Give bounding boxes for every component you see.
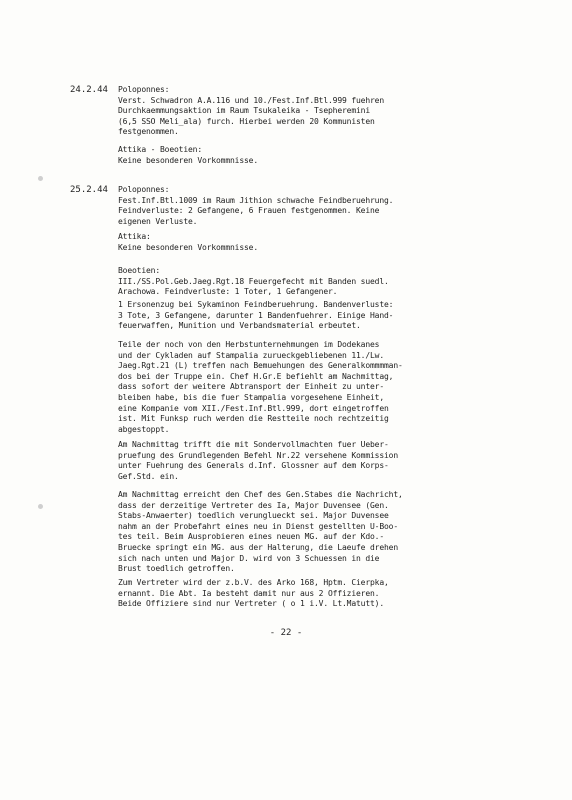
report-block: Attika - Boeotien: Keine besonderen Vorkommnisse. xyxy=(118,145,258,165)
report-block: Am Nachmittag erreicht den Chef des Gen.Stabes die Nachricht, dass der derzeitige Vertreter des Ia, Major Duvensee (Gen. Stabs-Anwaerter) toedlich verunglueckt sei. Major Duvensee nahm an der Probefahrt eines neu in Dienst gestellten U-Boo- tes teil. Beim Ausprobieren eines neuen MG. auf der Kdo.- Bruecke springt ein MG. aus der Halterung, die Laeufe drehen sich nach unten und Major D. wird von 3 Schuessen in die Brust toedlich getroffen. xyxy=(118,490,403,574)
binding-hole-mark xyxy=(38,176,43,181)
report-block: Am Nachmittag trifft die mit Sondervollmachten fuer Ueber- pruefung des Grundlegenden Befehl Nr.22 versehene Kommission unter Fuehrung des Generals d.Inf. Glossner auf dem Korps- Gef.Std. ein. xyxy=(118,440,398,481)
entry-date: 24.2.44 xyxy=(70,85,108,95)
page-number: - 22 - xyxy=(269,628,303,638)
report-block: Boeotien: III./SS.Pol.Geb.Jaeg.Rgt.18 Feuergefecht mit Banden suedl. Arachowa. Feindverluste: 1 Toter, 1 Gefangener. xyxy=(118,266,389,297)
binding-hole-mark xyxy=(38,504,43,509)
entry-date: 25.2.44 xyxy=(70,185,108,195)
report-block: Zum Vertreter wird der z.b.V. des Arko 168, Hptm. Cierpka, ernannt. Die Abt. Ia besteht damit nur aus 2 Offizieren. Beide Offiziere sind nur Vertreter ( o 1 i.V. Lt.Matutt). xyxy=(118,578,389,609)
report-block: Attika: Keine besonderen Vorkommnisse. xyxy=(118,232,258,252)
report-block: Poloponnes: Verst. Schwadron A.A.116 und 10./Fest.Inf.Btl.999 fuehren Durchkaemmungsaktion im Raum Tsukaleika - Tsepheremini (6,5 SSO Meli_ala) furch. Hierbei werden 20 Kommunisten festgenommen. xyxy=(118,85,384,137)
report-block: Poloponnes: Fest.Inf.Btl.1009 im Raum Jithion schwache Feindberuehrung. Feindverluste: 2 Gefangene, 6 Frauen festgenommen. Keine eigenen Verluste. xyxy=(118,185,394,226)
report-block: 1 Ersonenzug bei Sykaminon Feindberuehrung. Bandenverluste: 3 Tote, 3 Gefangene, darunter 1 Bandenfuehrer. Einige Hand- feuerwaffen, Munition und Verbandsmaterial erbeutet. xyxy=(118,300,394,331)
report-block: Teile der noch von den Herbstunternehmungen im Dodekanes und der Cykladen auf Stampalia zurueckgebliebenen 11./Lw. Jaeg.Rgt.21 (L) treffen nach Bemuehungen des Generalkommmman- dos bei der Truppe ein. Chef H.Gr.E befiehlt am Nachmittag, dass sofort der weitere Abtransport der Einheit zu unter- bleiben habe, bis die fuer Stampalia vorgesehene Einheit, eine Kompanie vom XII./Fest.Inf.Btl.999, dort eingetroffen ist. Mit Funksp ruch werden die Restteile noch rechtzeitig abgestoppt. xyxy=(118,340,403,434)
